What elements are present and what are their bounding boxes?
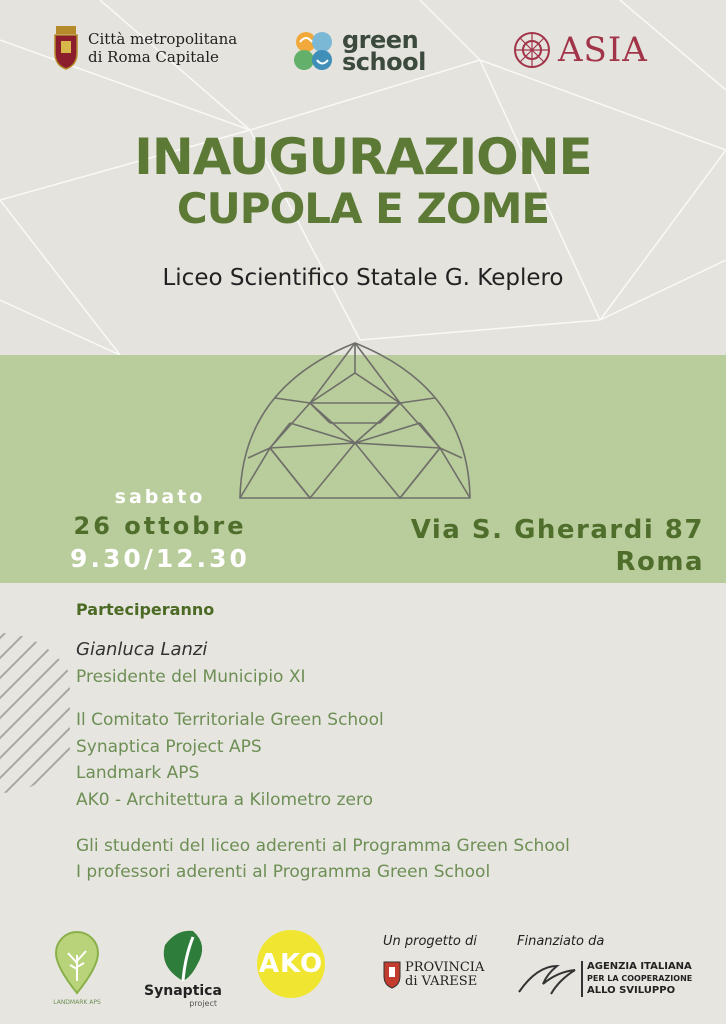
roma-logo-line1: Città metropolitana	[88, 30, 238, 48]
ako-logo	[256, 929, 326, 999]
event-datetime	[60, 486, 260, 573]
citta-metropolitana-logo	[52, 26, 237, 70]
event-date: 26 ottobre	[73, 512, 247, 540]
provincia-shield-icon	[383, 961, 401, 989]
provincia-logo	[383, 961, 484, 989]
footer-logos	[0, 925, 726, 1024]
aics-line2: PER LA COOPERAZIONE	[587, 974, 693, 983]
speaker-name: Gianluca Lanzi	[76, 639, 208, 660]
landmark-logo-text: LANDMARK APS	[53, 999, 101, 1006]
geodesic-dome-icon	[230, 328, 480, 513]
speaker-role: Presidente del Municipio XI	[76, 667, 306, 687]
synaptica-logo-text: Synaptica	[144, 983, 222, 999]
coat-of-arms-icon	[52, 26, 80, 70]
aics-line1: AGENZIA ITALIANA	[587, 961, 692, 972]
header-area	[0, 0, 726, 355]
roma-logo-line2: di Roma Capitale	[88, 48, 219, 66]
finanziato-label: Finanziato da	[517, 934, 605, 949]
provincia-line1: PROVINCIA	[405, 960, 485, 975]
title-line1: INAUGURAZIONE	[134, 128, 592, 186]
org-item: AK0 - Architettura a Kilometro zero	[76, 790, 373, 810]
green-school-logo	[290, 28, 426, 74]
event-location	[411, 514, 704, 578]
ako-logo-text: AKO	[258, 949, 324, 979]
aics-line3: ALLO SVILUPPO	[587, 985, 676, 996]
org-item: Synaptica Project APS	[76, 737, 262, 757]
aics-logo	[517, 961, 692, 997]
progetto-label: Un progetto di	[383, 934, 477, 949]
hatch-decoration	[0, 628, 70, 798]
recycle-icon	[290, 28, 336, 74]
asia-logo-text: ASIA	[558, 30, 648, 70]
gs-logo-line1: green	[342, 26, 419, 54]
landmark-logo	[50, 931, 104, 1006]
participants-heading: Parteciperanno	[76, 600, 215, 619]
aics-wing-icon	[517, 962, 577, 996]
title-line2: CUPOLA E ZOME	[176, 184, 550, 233]
synaptica-logo-sub: project	[189, 999, 217, 1008]
subtitle: Liceo Scientifico Statale G. Keplero	[162, 265, 564, 291]
provincia-line2: di VARESE	[405, 974, 478, 989]
asia-emblem-icon	[512, 30, 552, 70]
synaptica-logo	[143, 927, 223, 1008]
org-item: Il Comitato Territoriale Green School	[76, 710, 384, 730]
event-time: 9.30/12.30	[70, 544, 250, 573]
org-item: Landmark APS	[76, 763, 200, 783]
asia-logo	[512, 30, 648, 70]
event-city: Roma	[615, 547, 704, 577]
gs-logo-line2: school	[342, 48, 426, 76]
group-item: I professori aderenti al Programma Green School	[76, 862, 491, 882]
leaf-icon	[153, 927, 213, 983]
event-address: Via S. Gherardi 87	[410, 515, 704, 545]
tree-pin-icon	[52, 931, 102, 995]
event-day: sabato	[114, 486, 206, 508]
group-item: Gli studenti del liceo aderenti al Programma Green School	[76, 836, 570, 856]
